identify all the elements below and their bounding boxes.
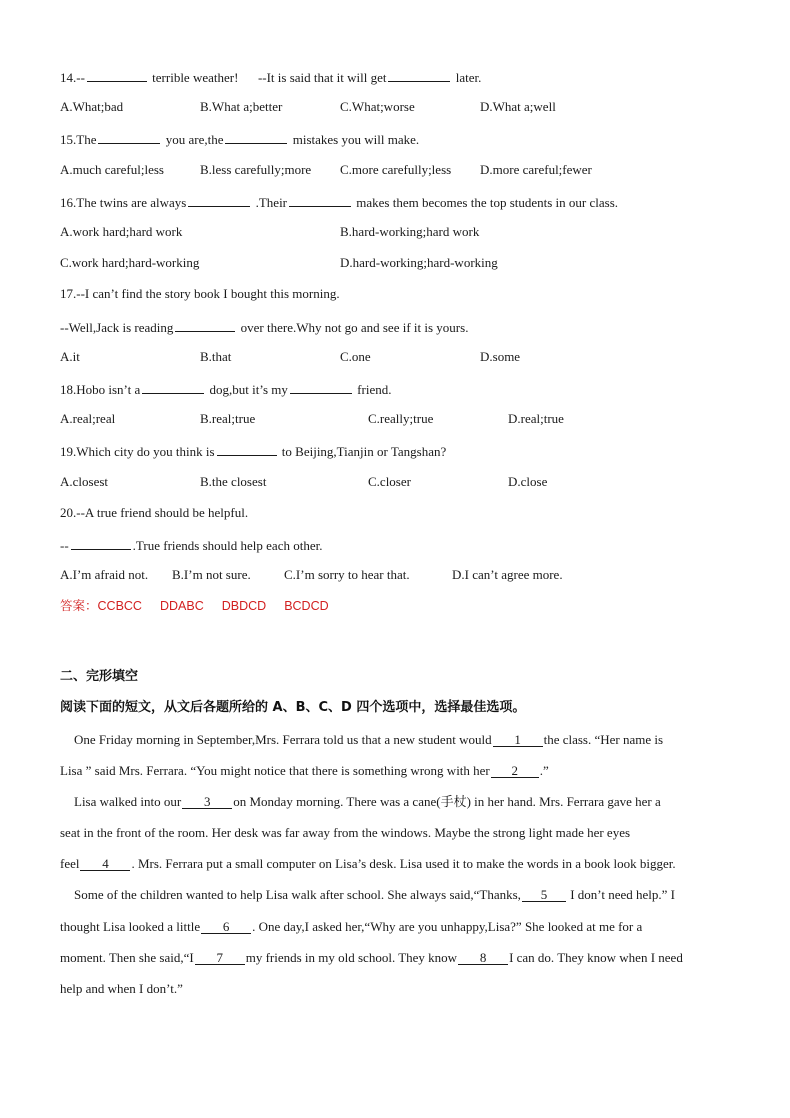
q14-text-d: later. (455, 70, 482, 85)
passage-text: One Friday morning in September,Mrs. Ferrara told us that a new student would (74, 732, 492, 747)
passage-text: Lisa walked into our (74, 794, 182, 809)
answer-group-3: DBDCD (221, 599, 267, 613)
passage-line-9: help and when I don’t.” (60, 981, 183, 996)
q19-option-d: D.close (508, 474, 548, 489)
q20-blank-1 (71, 536, 131, 550)
passage-text: feel (60, 856, 80, 871)
q20-option-d: D.I can’t agree more. (452, 567, 563, 582)
q18-option-d: D.real;true (508, 411, 564, 426)
q18-blank-1 (142, 380, 204, 394)
answer-key (60, 598, 347, 614)
cloze-blank-4: 4 (80, 857, 130, 871)
q14-text-b: terrible weather! (152, 70, 239, 85)
passage-text: moment. Then she said,“I (60, 950, 194, 965)
cloze-blank-2: 2 (491, 764, 539, 778)
cloze-blank-8: 8 (458, 951, 508, 965)
passage-text: on Monday morning. There was a cane(手杖) in her hand. Mrs. Ferrara gave her a (233, 794, 661, 809)
q15-option-c: C.more carefully;less (340, 162, 452, 177)
q18-option-c: C.really;true (368, 411, 434, 426)
q17-option-d: D.some (480, 349, 521, 364)
q15-text-c: mistakes you will make. (292, 132, 420, 147)
q14-blank-2 (388, 68, 450, 82)
passage-line-7 (60, 919, 642, 935)
q14-option-a: A.What;bad (60, 99, 124, 114)
passage-text: I don’t need help.” I (570, 887, 675, 902)
passage-line-3 (74, 794, 661, 810)
answer-group-1: CCBCC (97, 599, 142, 613)
q18-text-b: dog,but it’s my (209, 382, 288, 397)
question-18-stem (60, 380, 391, 398)
cloze-blank-5: 5 (522, 888, 566, 902)
q16-text-c: makes them becomes the top students in our class. (356, 195, 619, 210)
q20-text-b: .True friends should help each other. (132, 538, 323, 553)
q15-blank-2 (225, 130, 287, 144)
q17-text-a: --Well,Jack is reading (60, 320, 174, 335)
answer-label: 答案： (60, 599, 98, 613)
q18-text-a: 18.Hobo isn’t a (60, 382, 141, 397)
q15-text-a: 15.The (60, 132, 97, 147)
cloze-blank-1: 1 (493, 733, 543, 747)
question-20-stem (60, 536, 322, 554)
passage-line-2 (60, 763, 549, 779)
q14-text-a: 14.-- (60, 70, 85, 85)
passage-line-8 (60, 950, 683, 966)
passage-line-5 (60, 856, 676, 872)
cloze-blank-6: 6 (201, 920, 251, 934)
question-15-stem (60, 130, 419, 148)
q17-blank-1 (175, 318, 235, 332)
q16-text-b: .Their (255, 195, 288, 210)
question-19-stem (60, 442, 446, 460)
q18-option-b: B.real;true (200, 411, 256, 426)
q15-blank-1 (98, 130, 160, 144)
q17-option-a: A.it (60, 349, 80, 364)
q20-option-a: A.I’m afraid not. (60, 567, 149, 582)
q15-option-b: B.less carefully;more (200, 162, 312, 177)
q16-option-d: D.hard-working;hard-working (340, 255, 498, 270)
question-17-line-1: 17.--I can’t find the story book I bought this morning. (60, 286, 340, 301)
passage-text: Lisa ” said Mrs. Ferrara. “You might notice that there is something wrong with her (60, 763, 490, 778)
passage-text: my friends in my old school. They know (245, 950, 458, 965)
cloze-blank-7: 7 (195, 951, 245, 965)
q14-blank-1 (87, 68, 147, 82)
q16-option-c: C.work hard;hard-working (60, 255, 200, 270)
question-17-stem (60, 318, 468, 336)
q15-text-b: you are,the (165, 132, 224, 147)
q16-blank-2 (289, 193, 351, 207)
section-title: 二、完形填空 (60, 669, 139, 684)
passage-text: I can do. They know when I need (509, 950, 683, 965)
q14-text-c: --It is said that it will get (257, 70, 387, 85)
q19-option-b: B.the closest (200, 474, 267, 489)
q16-option-a: A.work hard;hard work (60, 224, 183, 239)
q17-option-c: C.one (340, 349, 371, 364)
passage-text: . One day,I asked her,“Why are you unhappy,Lisa?” She looked at me for a (252, 919, 643, 934)
passage-line-1 (74, 732, 663, 748)
q19-text-a: 19.Which city do you think is (60, 444, 215, 459)
q19-blank-1 (217, 442, 277, 456)
q15-option-a: A.much careful;less (60, 162, 164, 177)
passage-text: . Mrs. Ferrara put a small computer on Lisa’s desk. Lisa used it to make the words in a book look bigger. (131, 856, 676, 871)
passage-line-4: seat in the front of the room. Her desk was far away from the windows. Maybe the strong light made her eyes (60, 825, 631, 840)
q20-option-c: C.I’m sorry to hear that. (284, 567, 410, 582)
section-instruction: 阅读下面的短文，从文后各题所给的 A、B、C、D 四个选项中，选择最佳选项。 (60, 700, 526, 715)
q19-option-c: C.closer (368, 474, 411, 489)
question-16-stem (60, 193, 618, 211)
q16-blank-1 (188, 193, 250, 207)
q18-blank-2 (290, 380, 352, 394)
q14-option-d: D.What a;well (480, 99, 556, 114)
question-20-line-1: 20.--A true friend should be helpful. (60, 505, 249, 520)
q17-text-b: over there.Why not go and see if it is yours. (240, 320, 469, 335)
q20-option-b: B.I’m not sure. (172, 567, 251, 582)
passage-text: .” (539, 763, 549, 778)
answer-group-2: DDABC (159, 599, 204, 613)
passage-text: Some of the children wanted to help Lisa walk after school. She always said,“Thanks, (74, 887, 521, 902)
question-14-stem (60, 68, 481, 86)
passage-text: thought Lisa looked a little (60, 919, 201, 934)
q16-option-b: B.hard-working;hard work (340, 224, 480, 239)
q14-option-c: C.What;worse (340, 99, 415, 114)
passage-text: the class. “Her name is (543, 732, 664, 747)
passage-line-6 (74, 887, 675, 903)
q17-option-b: B.that (200, 349, 232, 364)
q19-text-b: to Beijing,Tianjin or Tangshan? (281, 444, 447, 459)
q19-option-a: A.closest (60, 474, 109, 489)
q20-text-a: -- (60, 538, 69, 553)
q16-text-a: 16.The twins are always (60, 195, 187, 210)
q18-text-c: friend. (357, 382, 392, 397)
q18-option-a: A.real;real (60, 411, 116, 426)
q14-option-b: B.What a;better (200, 99, 283, 114)
cloze-blank-3: 3 (182, 795, 232, 809)
answer-group-4: BCDCD (284, 599, 329, 613)
q15-option-d: D.more careful;fewer (480, 162, 592, 177)
